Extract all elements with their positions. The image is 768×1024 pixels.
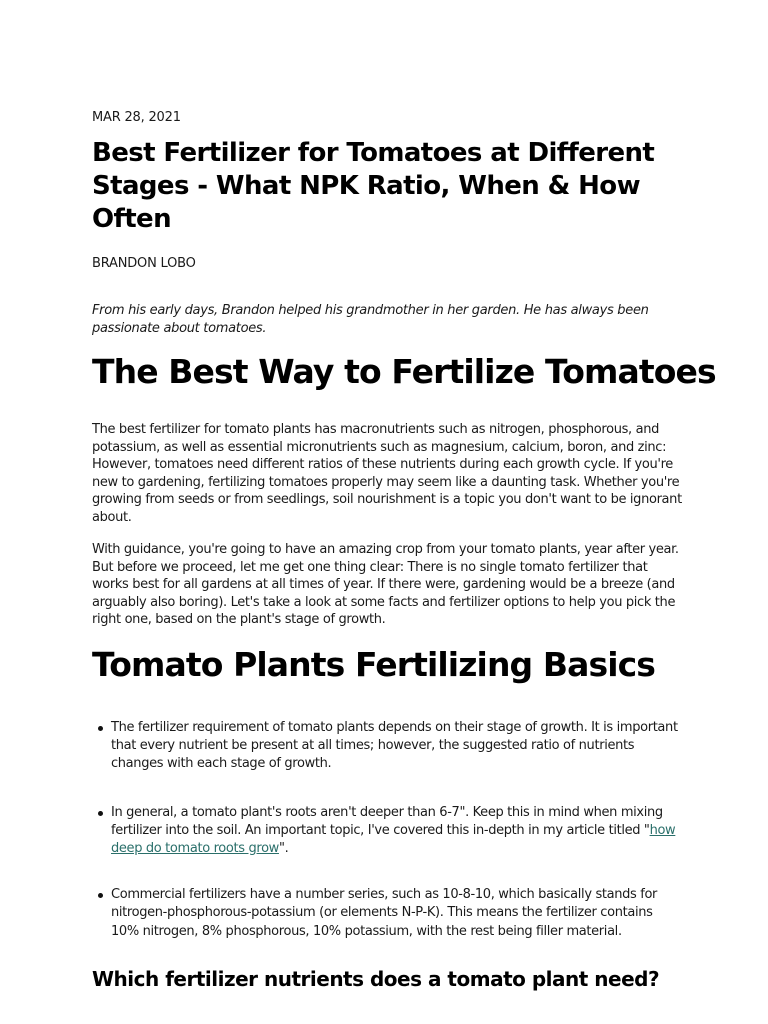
paragraph-intro: The best fertilizer for tomato plants has macronutrients such as nitrogen, phosphorous, and potassium, as well as essential micronutrients such as magnesium, calcium, boron, and zinc: However, tomatoes need different ratios of these nutrients during each growth cycle. If you're new to gardening, fertilizing tomatoes properly may seem like a daunting task. Whether you're growing from seeds or from seedlings, soil nourishment is a topic you don't want to be ignorant about. — [92, 422, 682, 525]
author-bio: From his early days, Brandon helped his grandmother in her garden. He has always been passionate about tomatoes. — [92, 303, 649, 336]
publish-date: MAR 28, 2021 — [92, 110, 181, 125]
list-item — [92, 886, 682, 941]
bullet-dot-icon — [98, 726, 103, 731]
author-name: BRANDON LOBO — [92, 256, 196, 271]
bullet-dot-icon — [98, 893, 103, 898]
article-link-tomato-roots[interactable]: how deep do tomato roots grow — [111, 822, 676, 857]
basics-list — [92, 719, 682, 941]
list-item — [92, 719, 682, 774]
article-title: Best Fertilizer for Tomatoes at Different Stages - What NPK Ratio, When & How Often — [92, 138, 655, 234]
section-heading-best-way: The Best Way to Fertilize Tomatoes — [92, 352, 716, 391]
paragraph-guidance: With guidance, you're going to have an amazing crop from your tomato plants, year after year. But before we proceed, let me get one thing clear: There is no single tomato fertilizer that works best for all gardens at all times of year. If there were, gardening would be a breeze (and arguably also boring). Let's take a look at some facts and fertilizer options to help you pick the right one, based on the plant's stage of growth. — [92, 542, 679, 628]
bullet-dot-icon — [98, 811, 103, 816]
list-item-text: The fertilizer requirement of tomato plants depends on their stage of growth. It is important that every nutrient be present at all times; however, the suggested ratio of nutrients changes with each stage of growth. — [111, 720, 678, 772]
list-item-text-before-link: In general, a tomato plant's roots aren't deeper than 6-7". Keep this in mind when mixing fertilizer into the soil. An important topic, I've covered this in-depth in my article titled " — [111, 804, 663, 838]
list-item-text-after-link: ". — [278, 841, 289, 857]
section-heading-basics: Tomato Plants Fertilizing Basics — [92, 645, 656, 684]
list-item — [92, 804, 682, 859]
list-item-text: Commercial fertilizers have a number series, such as 10-8-10, which basically stands for nitrogen-phosphorous-potassium (or elements N-P-K). This means the fertilizer contains 10% nitrogen, 8% phosphorous, 10% potassium, with the rest being filler material. — [111, 887, 658, 939]
section-heading-nutrients: Which fertilizer nutrients does a tomato plant need? — [92, 967, 660, 991]
